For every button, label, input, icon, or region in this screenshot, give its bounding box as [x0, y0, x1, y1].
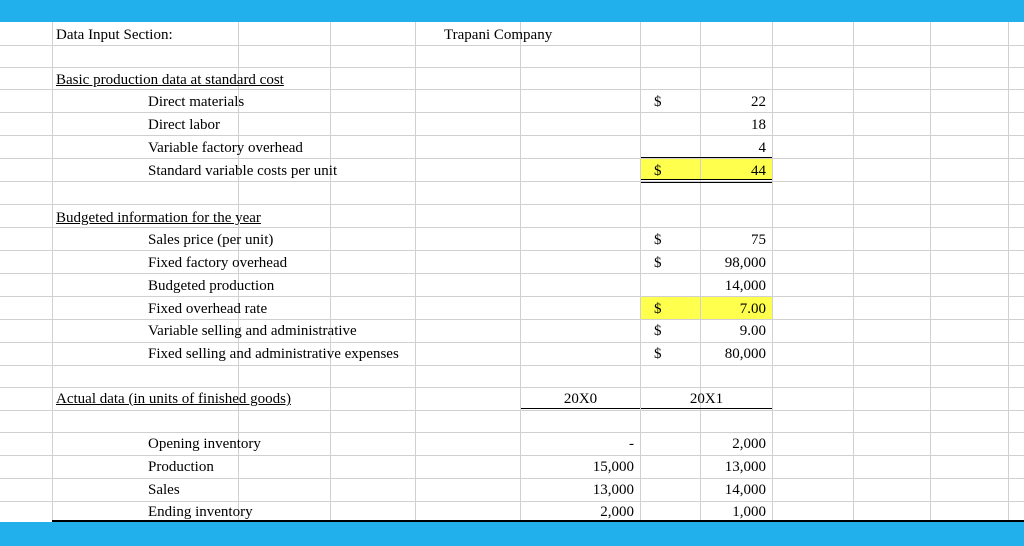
grid-row-line — [0, 410, 1024, 411]
grid-row-line — [0, 342, 1024, 343]
actual-row-label[interactable]: Opening inventory — [148, 436, 261, 452]
basic-row-value[interactable]: 4 — [758, 140, 766, 156]
total-double-rule-top — [641, 179, 772, 180]
budget-row-value[interactable]: 7.00 — [739, 301, 766, 317]
year-header-rule — [521, 408, 640, 409]
actual-row-20x1[interactable]: 13,000 — [724, 459, 766, 475]
basic-row-value[interactable]: 18 — [751, 117, 766, 133]
grid-row-line — [0, 45, 1024, 46]
budget-row-value[interactable]: 9.00 — [739, 323, 766, 339]
grid-row-line — [0, 135, 1024, 136]
budget-row-label[interactable]: Fixed selling and administrative expenses — [148, 346, 399, 362]
grid-row-line — [0, 478, 1024, 479]
basic-row-label[interactable]: Standard variable costs per unit — [148, 163, 338, 179]
grid-row-line — [0, 250, 1024, 251]
budget-row-label[interactable]: Fixed overhead rate — [148, 301, 268, 317]
grid-row-line — [0, 112, 1024, 113]
budget-row-label[interactable]: Sales price (per unit) — [148, 232, 274, 248]
actual-row-20x0[interactable]: 2,000 — [600, 504, 634, 520]
grid-row-line — [0, 158, 1024, 159]
budget-row-label[interactable]: Budgeted production — [148, 278, 275, 294]
bottom-frame-band — [0, 522, 1024, 546]
grid-row-line — [0, 319, 1024, 320]
actual-row-label[interactable]: Production — [148, 459, 214, 475]
grid-row-line — [0, 67, 1024, 68]
year-header-20x0[interactable]: 20X0 — [563, 391, 598, 407]
actual-row-20x1[interactable]: 14,000 — [724, 482, 766, 498]
spreadsheet-grid[interactable] — [0, 22, 1024, 522]
grid-col-line — [330, 22, 331, 522]
budget-row-label[interactable]: Variable selling and administrative — [148, 323, 357, 339]
section-label[interactable]: Data Input Section: — [56, 27, 173, 43]
grid-col-line — [415, 22, 416, 522]
grid-col-line — [772, 22, 773, 522]
actual-row-20x1[interactable]: 2,000 — [732, 436, 766, 452]
actual-row-20x0[interactable]: - — [629, 436, 634, 452]
highlight-fixed-rate-currency — [641, 297, 700, 319]
grid-col-line — [52, 22, 53, 522]
grid-row-line — [0, 273, 1024, 274]
highlight-std-cost-currency — [641, 159, 700, 180]
budget-row-value[interactable]: 98,000 — [724, 255, 766, 271]
grid-row-line — [0, 387, 1024, 388]
grid-col-line — [853, 22, 854, 522]
budget-heading[interactable]: Budgeted information for the year — [56, 210, 261, 226]
budget-row-currency[interactable]: $ — [654, 323, 662, 339]
basic-row-label[interactable]: Direct materials — [148, 94, 245, 110]
year-header-rule — [641, 408, 772, 409]
budget-row-currency[interactable]: $ — [654, 255, 662, 271]
grid-col-line — [930, 22, 931, 522]
budget-row-currency[interactable]: $ — [654, 346, 662, 362]
actual-row-20x1[interactable]: 1,000 — [732, 504, 766, 520]
actual-row-20x0[interactable]: 15,000 — [592, 459, 634, 475]
grid-row-line — [0, 432, 1024, 433]
total-double-rule-bottom — [641, 182, 772, 183]
company-title[interactable]: Trapani Company — [444, 27, 553, 43]
basic-row-value[interactable]: 44 — [751, 163, 766, 179]
grid-row-line — [0, 181, 1024, 182]
grid-col-line — [1008, 22, 1009, 522]
grid-row-line — [0, 296, 1024, 297]
basic-row-label[interactable]: Direct labor — [148, 117, 221, 133]
budget-row-value[interactable]: 75 — [751, 232, 766, 248]
grid-row-line — [0, 365, 1024, 366]
top-frame-band — [0, 0, 1024, 22]
budget-row-currency[interactable]: $ — [654, 301, 662, 317]
budget-row-currency[interactable]: $ — [654, 232, 662, 248]
budget-row-value[interactable]: 80,000 — [724, 346, 766, 362]
basic-row-label[interactable]: Variable factory overhead — [148, 140, 303, 156]
basic-row-currency[interactable]: $ — [654, 94, 662, 110]
basic-row-value[interactable]: 22 — [751, 94, 766, 110]
grid-row-line — [0, 204, 1024, 205]
subtotal-rule — [641, 157, 772, 158]
actual-heading[interactable]: Actual data (in units of finished goods) — [56, 391, 291, 407]
actual-row-label[interactable]: Ending inventory — [148, 504, 253, 520]
basic-heading[interactable]: Basic production data at standard cost — [56, 72, 284, 88]
budget-row-value[interactable]: 14,000 — [724, 278, 766, 294]
year-header-20x1[interactable]: 20X1 — [689, 391, 724, 407]
budget-row-label[interactable]: Fixed factory overhead — [148, 255, 288, 271]
grid-row-line — [0, 455, 1024, 456]
actual-row-label[interactable]: Sales — [148, 482, 180, 498]
basic-row-currency[interactable]: $ — [654, 163, 662, 179]
actual-row-20x0[interactable]: 13,000 — [592, 482, 634, 498]
